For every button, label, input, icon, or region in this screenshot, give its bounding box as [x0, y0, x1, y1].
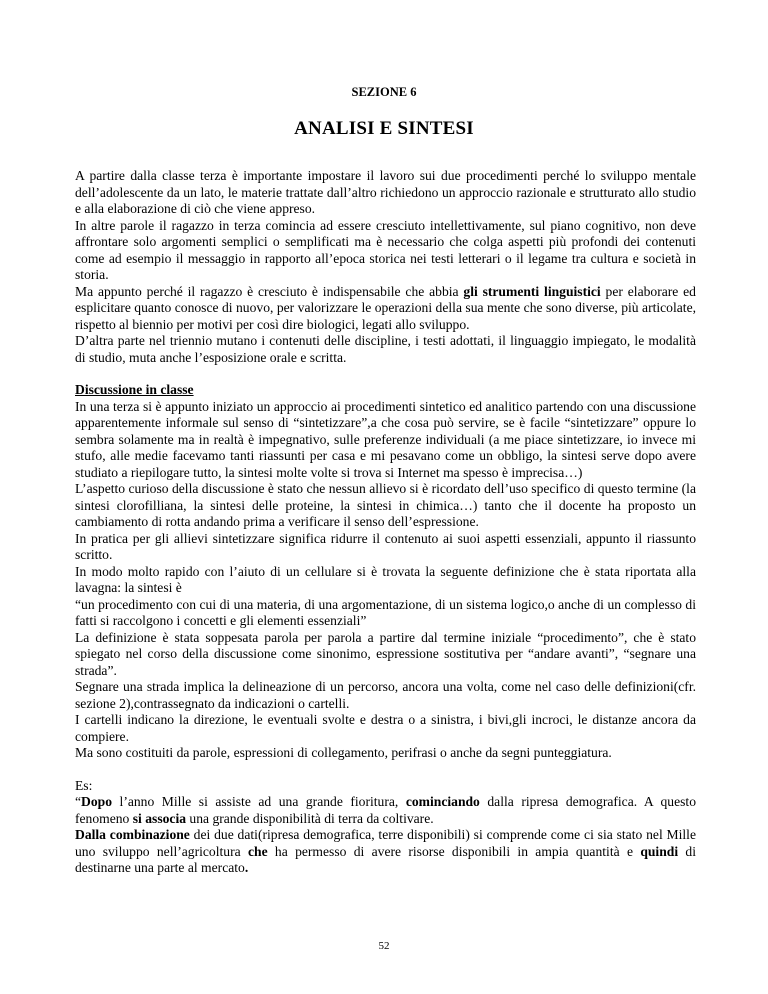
- bold-connector: quindi: [640, 843, 679, 859]
- paragraph-intro-2: In altre parole il ragazzo in terza comincia ad essere cresciuto intellettivamente, sul piano cognitivo, non deve affrontare solo argomenti semplici o semplificati ma è necessario che colga aspetti più profondi dei contenuti come ad esempio il messaggio in rapporto all’epoca storica nei testi letterari o il legame tra cultura e società in storia.: [75, 217, 696, 282]
- text-run: ha permesso di avere risorse disponibili in ampia quantità e: [267, 843, 641, 859]
- text-run: “: [75, 794, 82, 809]
- text-run: dalla ripresa demografica. A questo fenomeno: [75, 794, 697, 826]
- text-run: l’anno Mille si assiste ad una grande fioritura,: [112, 794, 406, 809]
- discussion-paragraph-4: In modo molto rapido con l’aiuto di un cellulare si è trovata la seguente definizione che è stata riportata alla lavagna: la sintesi è: [75, 563, 696, 595]
- example-label: Es:: [75, 777, 93, 793]
- definition-quote: “un procedimento con cui di una materia, di una argomentazione, di un sistema logico,o anche di un complesso di fatti si raccolgono i concetti e gli elementi essenziali”: [75, 596, 696, 628]
- text-run: dei due dati(ripresa demografica, terre disponibili) si comprende come ci sia stato nel Mille uno sviluppo nell’agricoltura: [75, 827, 696, 859]
- discussion-paragraph-1: In una terza si è appunto iniziato un approccio ai procedimenti sintetico ed analitico partendo con una discussione apparentemente informale sul senso di “sintetizzare”,a che cosa può servire, se è facile “sintetizzare” oppure lo sembra solamente ma in realtà è impegnativo, sulle preferenze individuali (a me piace sintetizzare, io invece mi stufo, alle medie facevamo tanti riassunti per casa e mi pesavano come un obbligo, la sintesi serve dopo avere studiato a riepilogare tutto, la sintesi molte volte si trova si Internet ma spesso è imprecisa…): [75, 398, 696, 480]
- bold-connector: cominciando: [405, 794, 480, 809]
- discussion-paragraph-3: In pratica per gli allievi sintetizzare significa ridurre il contenuto ai suoi aspetti essenziali, appunto il riassunto scritto.: [75, 530, 696, 562]
- bold-connector: che: [247, 843, 268, 859]
- discussion-paragraph-5: La definizione è stata soppesata parola per parola a partire dal termine iniziale “procedimento”, che è stato spiegato nel corso della discussione come sinonimo, espressione sostitutiva per “andare avanti”, “segnare una strada”.: [75, 629, 696, 678]
- paragraph-intro-4: D’altra parte nel triennio mutano i contenuti delle discipline, i testi adottati, il linguaggio impiegato, le modalità di studio, muta anche l’esposizione orale e scritta.: [75, 333, 696, 365]
- page-title: ANALISI E SINTESI: [294, 118, 474, 139]
- text-run: una grande disponibilità di terra da coltivare.: [186, 810, 434, 826]
- paragraph-intro-1: A partire dalla classe terza è importante impostare il lavoro sui due procedimenti perché lo sviluppo mentale dell’adolescente da un lato, le materie trattate dall’altro richiedono un approccio razionale e strutturato allo studio e alla elaborazione di ciò che viene appreso.: [75, 168, 696, 216]
- text-run: per elaborare ed esplicitare quanto conosce di nuovo, per valorizzare le operazioni della sua mente che sono diverse, più articolate, rispetto al biennio per motivi per così dire biologici, legati allo sviluppo.: [75, 283, 696, 332]
- bold-phrase: gli strumenti linguistici: [463, 283, 601, 299]
- discussion-heading: Discussione in classe: [75, 382, 194, 397]
- discussion-paragraph-7: I cartelli indicano la direzione, le eventuali svolte e destra o a sinistra, i bivi,gli incroci, le distanze ancora da compiere.: [75, 712, 696, 744]
- bold-connector: Dopo: [81, 794, 113, 809]
- paragraph-intro-3: [75, 284, 696, 334]
- text-run: Ma appunto perché il ragazzo è cresciuto è indispensabile che abbia: [75, 283, 464, 299]
- example-paragraph-2: [75, 827, 696, 877]
- example-paragraph-1: [75, 794, 696, 827]
- section-label: SEZIONE 6: [351, 85, 417, 99]
- discussion-paragraph-8: Ma sono costituiti da parole, espressioni di collegamento, perifrasi o anche da segni punteggiatura.: [75, 745, 612, 760]
- discussion-paragraph-2: L’aspetto curioso della discussione è stato che nessun allievo si è ricordato dell’uso specifico di questo termine (la sintesi clorofilliana, la sintesi delle proteine, la sintesi in chimica…) tanto che il docente ha proposto un cambiamento di rotta andando prima a verificare il senso dell’espressione.: [75, 481, 696, 529]
- document-body: [75, 168, 696, 877]
- discussion-paragraph-6: Segnare una strada implica la delineazione di un percorso, ancora una volta, come nel caso delle definizioni(cfr. sezione 2),contrassegnato da indicazioni o cartelli.: [75, 679, 696, 711]
- text-run: di destinarne una parte al mercato: [75, 843, 697, 875]
- bold-connector: Dalla combinazione: [75, 827, 190, 842]
- page-number: 52: [378, 940, 390, 952]
- bold-connector: si associa: [132, 810, 187, 826]
- bold-connector: .: [244, 860, 249, 875]
